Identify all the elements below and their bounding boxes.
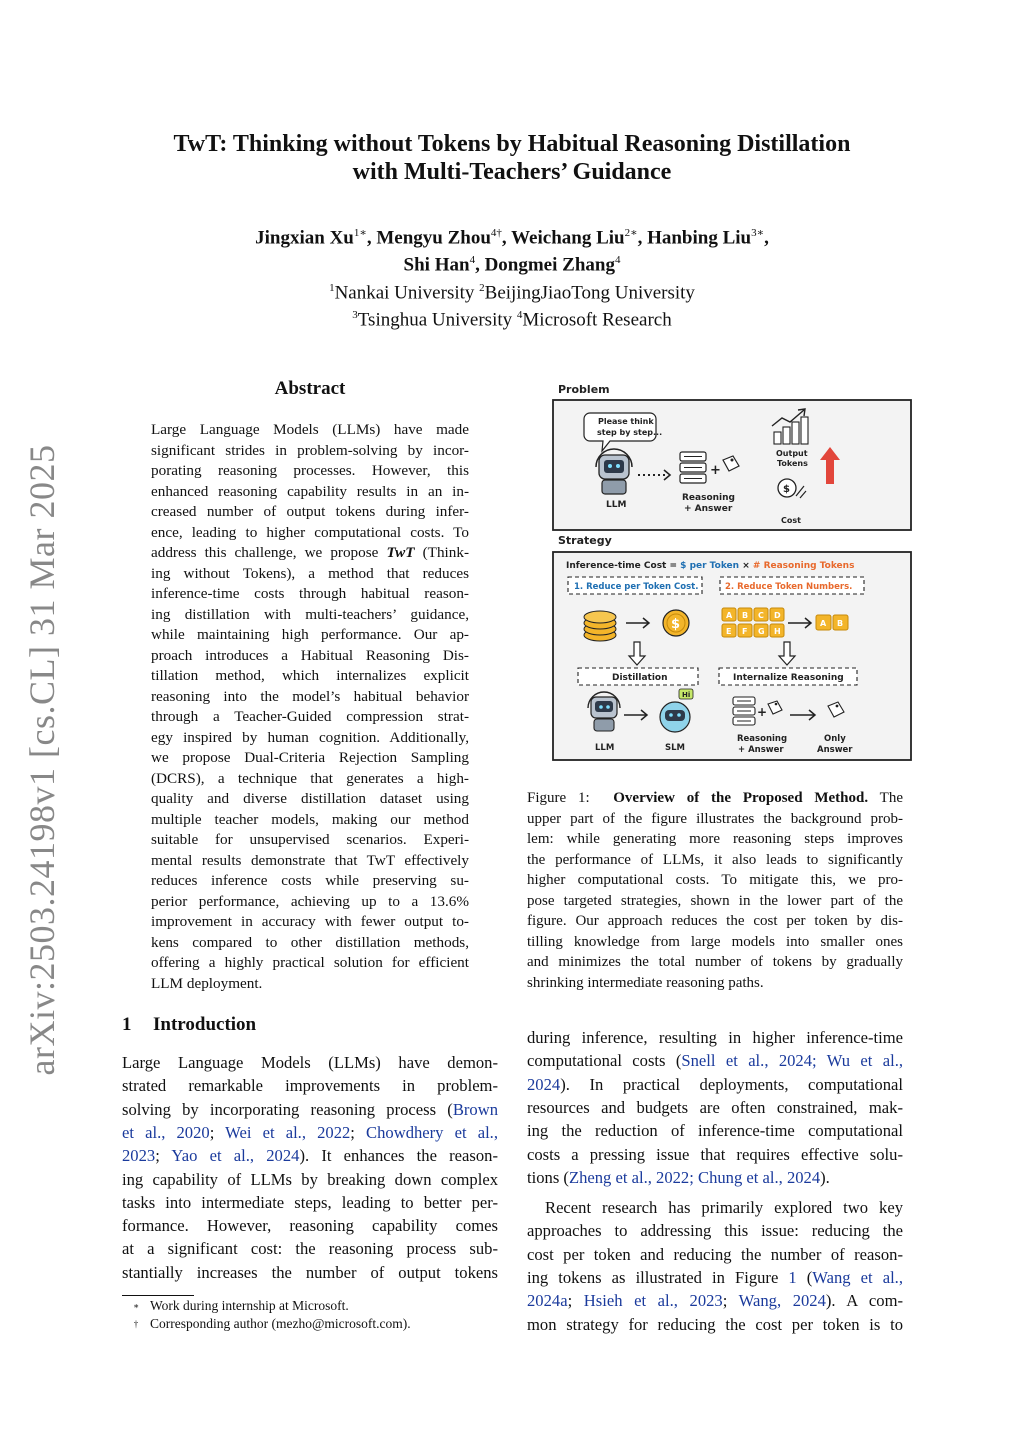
caption-line: shrinking intermediate reasoning paths. xyxy=(527,974,764,991)
llm-label: LLM xyxy=(606,500,627,510)
body-line xyxy=(122,1098,498,1121)
abstract-line: mental results demonstrate that TwT effectively xyxy=(151,851,469,869)
paper-title xyxy=(130,130,894,186)
token-letter: C xyxy=(758,611,764,620)
internalize-label: Internalize Reasoning xyxy=(733,673,844,683)
aff-sup: 1 xyxy=(329,281,335,294)
token-letter: F xyxy=(742,627,748,636)
footnote-text: Work during internship at Microsoft. xyxy=(150,1298,349,1313)
citation-link[interactable]: 2024a xyxy=(527,1291,568,1311)
body-line: formance. However, reasoning capability comes xyxy=(122,1216,498,1236)
author-sup: 1∗ xyxy=(353,227,367,239)
citation-link[interactable]: 2023 xyxy=(122,1146,156,1166)
citation-link[interactable]: Wang et al., xyxy=(812,1267,903,1287)
body-text: ). In practical deployments, computational xyxy=(560,1074,903,1094)
affiliation: Microsoft Research xyxy=(522,309,672,331)
llm-label: LLM xyxy=(595,743,615,753)
author-name: Hanbing Liu xyxy=(647,227,752,249)
affiliation-line-2 xyxy=(130,304,894,331)
abstract-line: ing without Tokens), a method that reduces xyxy=(151,564,469,582)
caption-line: higher computational costs. To mitigate this, we pro- xyxy=(527,872,903,888)
abstract-line: significant strides in problem-solving by incor- xyxy=(151,441,469,459)
citation-link[interactable]: Wang, 2024 xyxy=(738,1291,826,1311)
coin-stack-icon xyxy=(584,611,616,641)
body-line: ing the reduction of inference-time computational xyxy=(527,1121,903,1141)
body-text: ). A com- xyxy=(825,1291,904,1311)
author-block xyxy=(130,222,894,331)
abstract-line: perior performance, achieving up to a 13.6% xyxy=(151,892,469,910)
token-letter: A xyxy=(820,619,827,628)
body-text: computational costs ( xyxy=(527,1051,682,1071)
body-line: computational costs (Snell et al., 2024; Wu et al., xyxy=(527,1051,903,1071)
abstract-line: multiple teacher models, making our method xyxy=(151,810,469,828)
caption-line: lem: while generating more reasoning steps improves xyxy=(527,831,903,847)
aff-sup: 2 xyxy=(479,281,485,294)
section-number: 1 xyxy=(122,1014,132,1035)
cost-formula xyxy=(566,561,854,571)
token-letter: H xyxy=(774,627,781,636)
token-letter: D xyxy=(774,611,781,620)
caption-line: and minimizes the total number of tokens by gradually xyxy=(527,954,903,970)
author-sup: 4† xyxy=(490,227,502,239)
cost-label: Cost xyxy=(781,516,801,525)
output-tokens-label: Tokens xyxy=(777,459,808,468)
body-text: tions ( xyxy=(527,1167,569,1187)
author-name: Mengyu Zhou xyxy=(376,227,491,249)
footnote-text: Corresponding author (mezho@microsoft.com). xyxy=(150,1316,411,1331)
abstract-line: kens compared to other distillation methods, xyxy=(151,933,469,951)
small-robot-icon xyxy=(660,702,690,732)
abstract-line: reduces inference costs while preserving su- xyxy=(151,872,469,889)
figure-1 xyxy=(552,380,912,770)
token-letter: A xyxy=(726,611,733,620)
formula-part: × xyxy=(739,561,753,571)
reasoning-label: Reasoning xyxy=(682,493,735,503)
affiliation: Nankai University xyxy=(334,281,475,303)
abstract-line: ence, leading to higher computational costs. To xyxy=(151,523,469,541)
abstract-line: through a Teacher-Guided compression strat- xyxy=(151,708,469,725)
body-line: Recent research has primarily explored two key xyxy=(545,1198,903,1217)
reasoning-label: Reasoning xyxy=(737,734,788,744)
caption-line: the performance of LLMs, it also leads to significantly xyxy=(527,851,903,868)
body-line: strated remarkable improvements in problem- xyxy=(122,1076,498,1096)
abstract-line: quality and diverse distillation dataset using xyxy=(151,790,469,807)
title-line-1: TwT: Thinking without Tokens by Habitual Reasoning Distillation xyxy=(173,131,851,157)
body-line: tions (Zheng et al., 2022; Chung et al., 2024). xyxy=(527,1167,830,1187)
body-text: ing tokens as illustrated in Figure xyxy=(527,1267,779,1287)
citation-link[interactable]: Snell et al., 2024 xyxy=(681,1051,813,1071)
distillation-label: Distillation xyxy=(612,673,668,683)
abstract-line: suitable for unsupervised scenarios. Experi- xyxy=(151,831,469,848)
body-line: resources and budgets are often constrained, mak- xyxy=(527,1097,903,1117)
body-line: ing capability of LLMs by breaking down complex xyxy=(122,1169,498,1189)
strategy-label: Strategy xyxy=(558,534,612,547)
abstract-line: LLM deployment. xyxy=(151,974,263,992)
body-line: at a significant cost: the reasoning process sub- xyxy=(122,1239,498,1259)
dollar-sign: $ xyxy=(671,617,681,632)
citation-link[interactable]: Zheng et al., 2022 xyxy=(568,1167,690,1187)
caption-text: The xyxy=(868,790,903,806)
aff-sup: 3 xyxy=(352,308,358,321)
affiliation: BeijingJiaoTong University xyxy=(484,281,695,303)
body-line: tasks into intermediate steps, leading to better per- xyxy=(122,1192,498,1212)
body-line xyxy=(527,1073,903,1096)
caption-line: pose targeted strategies, shown in the lower part of the xyxy=(527,892,903,909)
body-text: ). It enhances the reason- xyxy=(299,1146,498,1166)
citation-link[interactable]: Yao et al., 2024 xyxy=(171,1146,300,1166)
only-answer-label: Answer xyxy=(817,745,853,755)
footnote-mark: ∗ xyxy=(132,1301,140,1311)
abstract-text: (Think- xyxy=(414,544,470,561)
citation-link[interactable]: Chung et al., 2024 xyxy=(698,1167,821,1187)
abstract-line: Large Language Models (LLMs) have made xyxy=(151,421,469,438)
author-sup: 2∗ xyxy=(624,227,638,239)
body-line: 2024a; Hsieh et al., 2023; Wang, 2024). A com- xyxy=(527,1291,904,1311)
footnote-rule xyxy=(122,1295,194,1296)
arxiv-text: arXiv:2503.24198v1 [cs.CL] 31 Mar 2025 xyxy=(22,444,62,1076)
aff-sup: 4 xyxy=(516,308,523,321)
token-letter: G xyxy=(758,627,765,636)
body-line: 2023; Yao et al., 2024). It enhances the reason- xyxy=(122,1146,498,1166)
abstract-line: egy inspired by human cognition. Additionally, xyxy=(151,728,469,746)
abstract-line: (DCRS), a technique that generates a high- xyxy=(151,769,469,787)
section-heading-introduction xyxy=(122,1014,256,1036)
abstract-line: ing distillation with multi-teachers’ guidance, xyxy=(151,605,469,623)
abstract-line: creased number of output tokens during infer- xyxy=(151,503,469,520)
body-line: et al., 2020; Wei et al., 2022; Chowdhery et al., xyxy=(122,1122,498,1142)
abstract-line: improvement in accuracy with fewer output to- xyxy=(151,913,469,930)
formula-part: $ per Token xyxy=(680,561,740,571)
caption-line xyxy=(527,788,903,809)
abstract-line: reasoning into the model’s habitual behavior xyxy=(151,687,469,705)
document-stack-icon xyxy=(680,452,706,483)
dollar-sign: $ xyxy=(783,484,790,495)
robot-icon xyxy=(596,449,632,494)
author-sup: 4 xyxy=(614,254,621,267)
citation-link[interactable]: Brown xyxy=(452,1099,498,1119)
citation-link[interactable]: Chowdhery et al., xyxy=(366,1122,498,1142)
arxiv-identifier xyxy=(12,444,72,1076)
figure-1-diagram xyxy=(552,380,912,770)
plus-icon: + xyxy=(757,705,768,719)
caption-line: tilling knowledge from large models into smaller ones xyxy=(527,933,903,950)
abstract-line xyxy=(151,543,469,564)
body-line: Large Language Models (LLMs) have demon- xyxy=(122,1053,498,1072)
affiliation: Tsinghua University xyxy=(357,309,513,331)
body-line: during inference, resulting in higher inference-time xyxy=(527,1028,903,1047)
author-sup: 3∗ xyxy=(751,227,765,239)
plus-icon: + xyxy=(710,463,721,478)
only-answer-label: Only xyxy=(824,734,846,744)
abstract-text: address this challenge, we propose xyxy=(151,544,379,561)
author-sup: 4 xyxy=(469,254,476,267)
slm-label: SLM xyxy=(665,743,685,753)
citation-link[interactable]: et al., 2020 xyxy=(122,1122,210,1142)
caption-title: Overview of the Proposed Method. xyxy=(613,790,869,806)
author-name: Weichang Liu xyxy=(511,227,625,249)
author-line-1: Jingxian $Xu^{1∗}$, Mengyu Zhou$^{4\dagger}$, Weichang Liu$^{2∗}$, Hanbing Liu$^{3∗}$, xyxy=(255,227,769,249)
citation-link[interactable]: Hsieh et al., 2023 xyxy=(583,1291,723,1311)
caption-line: figure. Our approach reduces the cost per token by dis- xyxy=(527,913,903,929)
answer-label: + Answer xyxy=(738,745,784,755)
token-letter: B xyxy=(837,619,844,628)
figure-label: Figure 1: xyxy=(527,790,590,806)
body-line: cost per token and reducing the number of reason- xyxy=(527,1244,903,1264)
token-letter: B xyxy=(742,611,749,620)
formula-part: Inference-time Cost = xyxy=(566,561,681,571)
citation-link[interactable]: 2024 xyxy=(527,1074,561,1094)
author-name: Jingxian Xu xyxy=(255,227,354,249)
section-title: Introduction xyxy=(153,1014,257,1035)
body-line: approaches to addressing this issue: reducing the xyxy=(527,1221,903,1241)
problem-label: Problem xyxy=(558,383,610,396)
abstract-line: offering a highly practical solution for efficient xyxy=(151,954,469,971)
abstract-line: proach introduces a Habitual Reasoning Dis- xyxy=(151,646,469,664)
caption-line: upper part of the figure illustrates the background prob- xyxy=(527,810,903,827)
strategy-1-label: 1. Reduce per Token Cost. xyxy=(574,582,699,592)
answer-label: + Answer xyxy=(684,504,733,514)
token-letter: E xyxy=(726,627,732,636)
citation-link[interactable]: Wu et al., xyxy=(826,1051,903,1071)
affiliation-line-1 xyxy=(130,277,894,304)
abstract-line: while maintaining high performance. Our ap- xyxy=(151,626,469,643)
abstract-line: porating reasoning processes. However, this xyxy=(151,462,469,479)
formula-part: # Reasoning Tokens xyxy=(752,561,855,571)
author-line-2: Shi Han$^4$, Dongmei Zhang$^4$ xyxy=(403,254,621,276)
body-line: mon strategy for reducing the cost per token is to xyxy=(527,1314,903,1334)
abstract-line: inference-time costs through habitual reason- xyxy=(151,585,469,602)
footnote-mark: † xyxy=(133,1319,139,1329)
footnote-1 xyxy=(122,1297,349,1315)
author-name: Shi Han xyxy=(403,254,470,276)
body-line: ing tokens as illustrated in Figure 1 (Wang et al., xyxy=(527,1267,903,1287)
bubble-text: step by step... xyxy=(597,428,663,437)
bubble-text: Please think xyxy=(598,417,654,426)
output-tokens-label: Output xyxy=(776,449,808,458)
greeting-text: Hi xyxy=(682,691,691,699)
author-name: Dongmei Zhang xyxy=(484,254,615,276)
abstract-heading: Abstract xyxy=(274,378,346,399)
footnote-2 xyxy=(122,1315,411,1333)
body-text: solving by incorporating reasoning process ( xyxy=(122,1099,453,1119)
document-stack-icon xyxy=(733,697,755,725)
body-line: stantially increases the number of output tokens xyxy=(122,1262,498,1282)
method-name: TwT xyxy=(386,544,415,561)
abstract-line: enhanced reasoning capability results in an in- xyxy=(151,482,469,500)
title-line-2: with Multi-Teachers’ Guidance xyxy=(352,159,672,185)
figure-reference-link[interactable]: 1 xyxy=(788,1267,797,1287)
abstract-line: we propose Dual-Criteria Rejection Sampling xyxy=(151,749,469,766)
abstract-line: tillation method, which internalizes explicit xyxy=(151,667,469,684)
strategy-2-label: 2. Reduce Token Numbers. xyxy=(725,582,853,592)
body-line: costs a pressing issue that requires effective solu- xyxy=(527,1144,903,1164)
citation-link[interactable]: Wei et al., 2022 xyxy=(225,1122,351,1142)
